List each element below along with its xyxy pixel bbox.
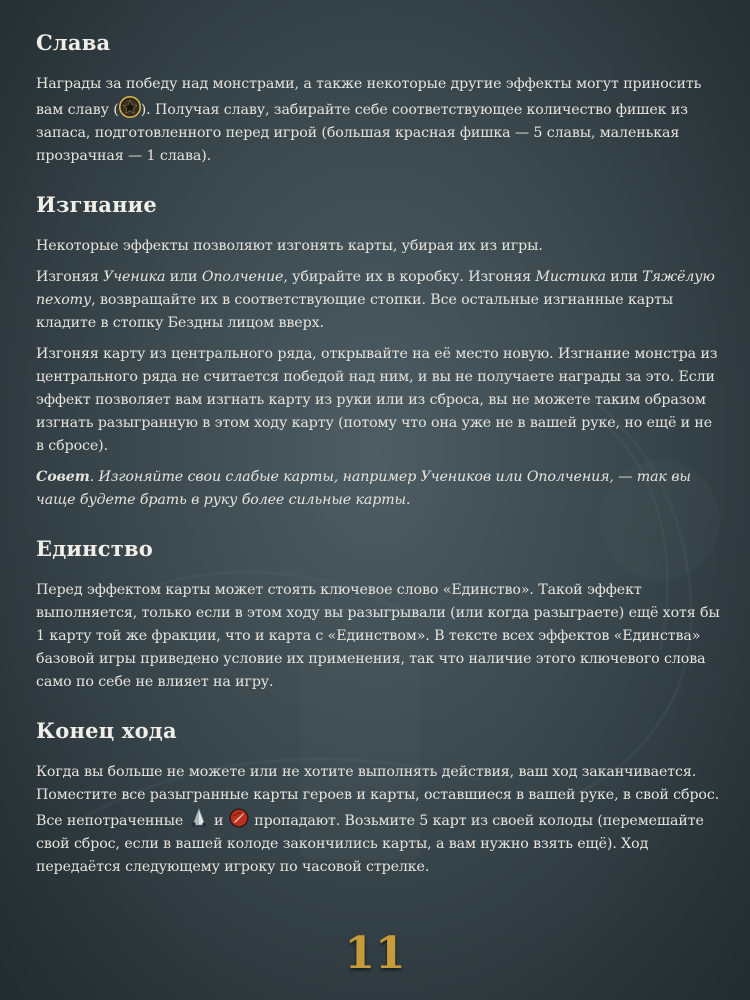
card-name-militia: Ополчение <box>201 269 284 285</box>
heading-unity: Единство <box>36 536 153 561</box>
end-turn-text-a: Когда вы больше не можете или не хотите выполнять действия, ваш ход заканчивается. Поместите все разыгранные карты героев и карты, оставшиеся в вашей руке, в свой сброс. Все непотраченные <box>36 764 720 829</box>
section-end-turn <box>36 718 720 879</box>
section-fame <box>36 30 720 168</box>
rune-crystal-icon <box>188 807 210 829</box>
banish-paragraph-1: Некоторые эффекты позволяют изгонять карты, убирая их из игры. <box>36 238 543 254</box>
section-banish <box>36 192 720 512</box>
tip-label: Совет <box>36 469 90 485</box>
section-unity <box>36 536 720 694</box>
card-name-mystic: Мистика <box>535 269 606 285</box>
fame-text-a: Награды за победу над монстрами, а также некоторые другие эффекты могут приносить вам славу ( <box>36 76 702 118</box>
end-turn-text-and: и <box>209 813 228 829</box>
banish-text: или <box>605 269 643 285</box>
banish-paragraph-2 <box>36 266 720 335</box>
banish-text: , убирайте их в коробку. Изгоняя <box>283 269 536 285</box>
end-turn-paragraph <box>36 761 720 879</box>
fame-star-icon <box>119 96 141 118</box>
card-name-apprentice: Ученика <box>103 269 166 285</box>
power-icon <box>228 807 250 829</box>
banish-text: , возвращайте их в соответствующие стопки. Все остальные изгнанные карты кладите в стопку Бездны лицом вверх. <box>36 292 674 331</box>
fame-text-b: ). Получая славу, забирайте себе соответствующее количество фишек из запаса, подготовленного перед игрой (большая красная фишка — 5 славы, маленькая прозрачная — 1 слава). <box>36 102 688 164</box>
heading-fame: Слава <box>36 30 111 55</box>
unity-paragraph: Перед эффектом карты может стоять ключевое слово «Единство». Такой эффект выполняется, только если в этом ходу вы разыгрывали (или когда разыграете) ещё хотя бы 1 карту той же фракции, что и карта с «Единством». В тексте всех эффектов «Единства» базовой игры приведено условие их применения, так что наличие этого ключевого слова само по себе не влияет на игру. <box>36 582 720 690</box>
banish-text: или <box>165 269 202 285</box>
heading-end-turn: Конец хода <box>36 718 177 743</box>
banish-text: Изгоняя <box>36 269 104 285</box>
tip-text: . Изгоняйте свои слабые карты, например Учеников или Ополчения, — так вы чаще будете брать в руку более сильные карты. <box>36 469 691 508</box>
banish-tip <box>36 466 720 512</box>
end-turn-text-b: пропадают. Возьмите 5 карт из своей колоды (перемешайте свой сброс, если в вашей колоде закончились карты, а вам нужно взять ещё). Ход передаётся следующему игроку по часовой стрелке. <box>36 813 704 875</box>
fame-paragraph <box>36 73 720 168</box>
page-number: 11 <box>344 928 406 979</box>
banish-paragraph-3: Изгоняя карту из центрального ряда, открывайте на её место новую. Изгнание монстра из центрального ряда не считается победой над ним, и вы не получаете награды за это. Если эффект позволяет вам изгнать карту из руки или из сброса, вы не можете таким образом изгнать разыгранную в этом ходу карту (потому что она уже не в вашей руке, но ещё и не в сбросе). <box>36 346 718 454</box>
card-name-heavy-infantry: Тяжёлую пехоту <box>36 269 715 308</box>
heading-banish: Изгнание <box>36 192 157 217</box>
page-content <box>36 30 720 903</box>
